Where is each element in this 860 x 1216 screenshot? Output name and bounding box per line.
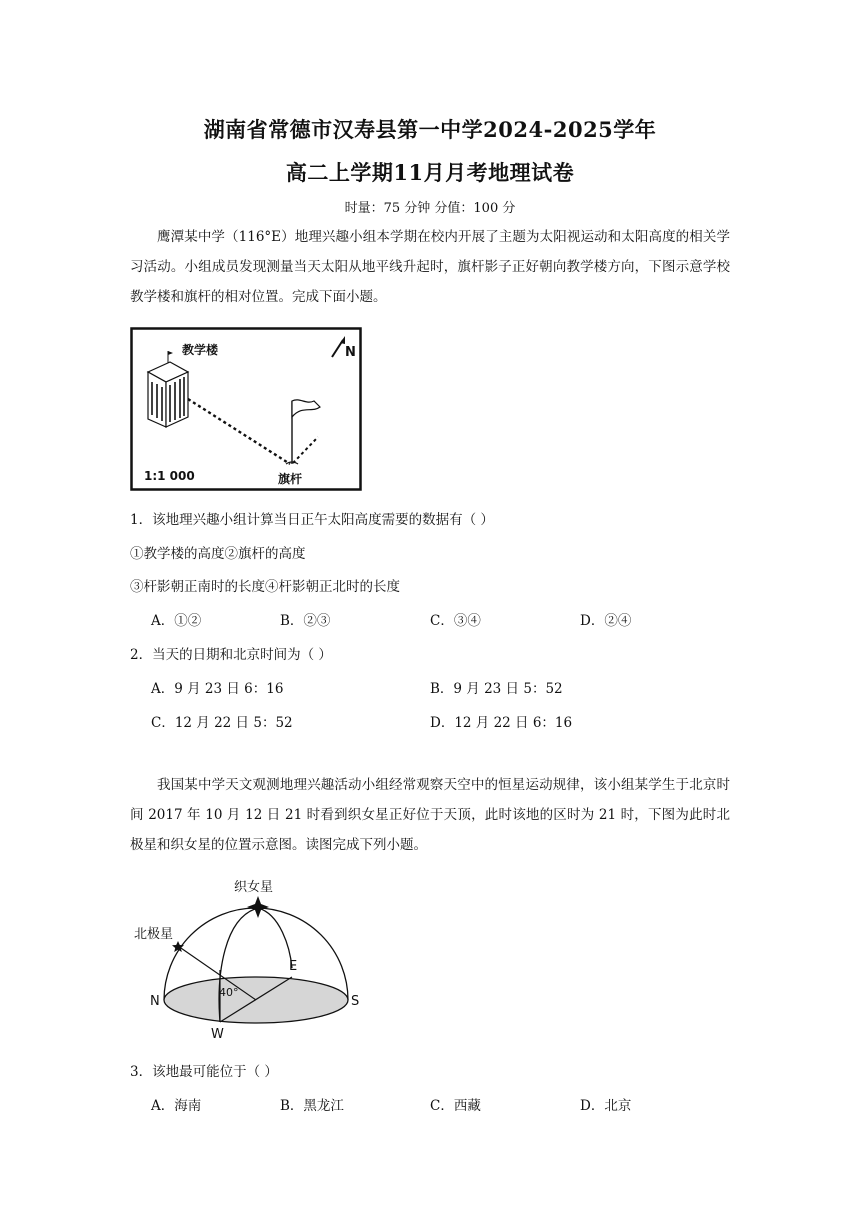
pole-label: 旗杆 [278,472,303,486]
scale-label: 1:1 000 [144,469,195,483]
figure-school-map [130,327,362,491]
building-label: 教学楼 [182,343,219,357]
title-line-1: 湖南省常德市汉寿县第一中学2024-2025学年 [203,117,657,142]
q1-option-d[interactable]: D．②④ [580,613,632,629]
vega-label: 织女星 [234,880,274,895]
figure-celestial-sphere [130,872,370,1044]
q3-option-b[interactable]: B．黑龙江 [280,1098,344,1114]
north-point-label: N [150,994,160,1009]
exam-meta: 时量：75 分钟 分值：100 分 [344,201,516,216]
west-point-label: W [211,1027,224,1042]
q3-option-c[interactable]: C．西藏 [430,1098,481,1114]
angle-label: 40° [219,986,239,999]
q2-option-c[interactable]: C．12 月 22 日 5：52 [151,715,293,731]
north-label: N [345,345,356,360]
q3-option-a[interactable]: A．海南 [151,1098,202,1114]
q2-option-a[interactable]: A．9 月 23 日 6：16 [151,681,284,697]
q1-option-b[interactable]: B．②③ [280,613,331,629]
q1-option-a[interactable]: A．①② [151,613,202,629]
q1-statement-a: ①教学楼的高度②旗杆的高度 [130,546,306,562]
q1-statement-b: ③杆影朝正南时的长度④杆影朝正北时的长度 [130,579,400,595]
q2-stem: 2．当天的日期和北京时间为（ ） [130,647,332,663]
passage-1: 鹰潭某中学（116°E）地理兴趣小组本学期在校内开展了主题为太阳视运动和太阳高度的相关学习活动。小组成员发现测量当天太阳从地平线升起时，旗杆影子正好朝向教学楼方向，下图示意学校教学楼和旗杆的相对位置。完成下面小题。 [130,229,730,305]
polaris-label: 北极星 [134,927,174,942]
vega-star-icon [247,896,269,918]
east-point-label: E [289,959,298,974]
q1-stem: 1．该地理兴趣小组计算当日正午太阳高度需要的数据有（ ） [130,512,494,528]
q2-option-b[interactable]: B．9 月 23 日 5：52 [430,681,563,697]
south-point-label: S [351,994,360,1009]
title-line-2: 高二上学期11月月考地理试卷 [285,160,575,185]
q2-option-d[interactable]: D．12 月 22 日 6：16 [430,715,573,731]
q3-option-d[interactable]: D．北京 [580,1098,632,1114]
q1-option-c[interactable]: C．③④ [430,613,481,629]
q3-stem: 3．该地最可能位于（ ） [130,1064,278,1080]
passage-2: 我国某中学天文观测地理兴趣活动小组经常观察天空中的恒星运动规律，该小组某学生于北京时间 2017 年 10 月 12 日 21 时看到织女星正好位于天顶，此时该地的区时为 21 时，下图为此时北极星和织女星的位置示意图。读图完成下列小题。 [130,777,730,853]
